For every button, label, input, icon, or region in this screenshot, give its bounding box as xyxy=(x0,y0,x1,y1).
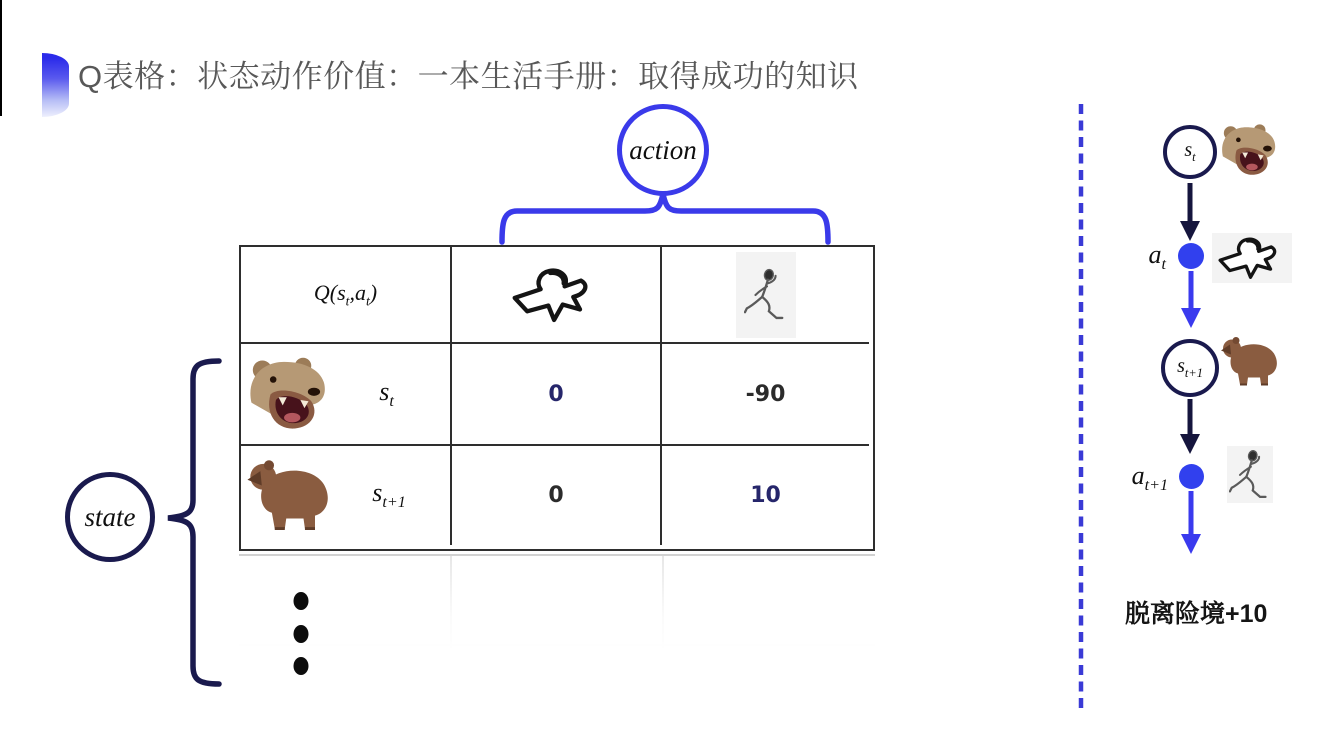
action-annotation-circle xyxy=(617,104,709,196)
action-brace xyxy=(502,194,828,242)
q-formula-cell xyxy=(241,247,452,344)
timeline-st1-label: $s_{t+1}$ xyxy=(1177,355,1203,380)
timeline-state-st1-node xyxy=(1161,339,1219,397)
page-title: Q表格：状态动作价值：一本生活手册：取得成功的知识 xyxy=(78,59,859,94)
roaring-bear-photo-small xyxy=(1219,123,1281,178)
state-st1-label: $s_{t+1}$ xyxy=(372,478,406,512)
action-column-run-away xyxy=(662,247,869,344)
play-dead-icon-small xyxy=(1212,233,1292,283)
q-value-st-play-dead: 0 xyxy=(452,344,662,446)
timeline-at1-label: $a_{t+1}$ xyxy=(1131,461,1168,495)
q-table xyxy=(239,245,875,551)
q-value-st-run-away: -90 xyxy=(662,344,869,446)
timeline-action-at1-dot xyxy=(1179,464,1204,489)
q-value-st1-run-away: 10 xyxy=(662,446,869,545)
state-row-st1-header xyxy=(241,446,452,545)
screen-edge-artifact xyxy=(0,0,2,116)
running-away-icon-small xyxy=(1227,446,1273,503)
state-row-st-header xyxy=(241,344,452,446)
q-formula: $Q(s_t,a_t)$ xyxy=(313,279,378,309)
timeline-at-label: $a_t$ xyxy=(1148,240,1166,274)
title-bullet-shape xyxy=(42,53,69,117)
state-brace xyxy=(168,361,219,684)
table-reflection xyxy=(239,554,875,666)
standing-bear-photo xyxy=(246,458,338,533)
state-annotation-circle xyxy=(65,472,155,562)
timeline-action-at-dot xyxy=(1178,243,1204,269)
state-annotation-label: state xyxy=(84,501,136,532)
timeline-st-label: $s_t$ xyxy=(1184,139,1196,164)
action-annotation-label: action xyxy=(629,134,697,165)
roaring-bear-photo xyxy=(246,355,333,434)
timeline-state-st-node xyxy=(1163,125,1217,179)
state-st-label: $s_t$ xyxy=(379,376,394,411)
standing-bear-photo-small xyxy=(1220,335,1284,388)
q-value-st1-play-dead: 0 xyxy=(452,446,662,545)
reward-outcome-text: 脱离险境+10 xyxy=(1125,600,1268,628)
play-dead-icon xyxy=(508,265,604,325)
action-column-play-dead xyxy=(452,247,662,344)
running-away-icon xyxy=(736,252,796,338)
